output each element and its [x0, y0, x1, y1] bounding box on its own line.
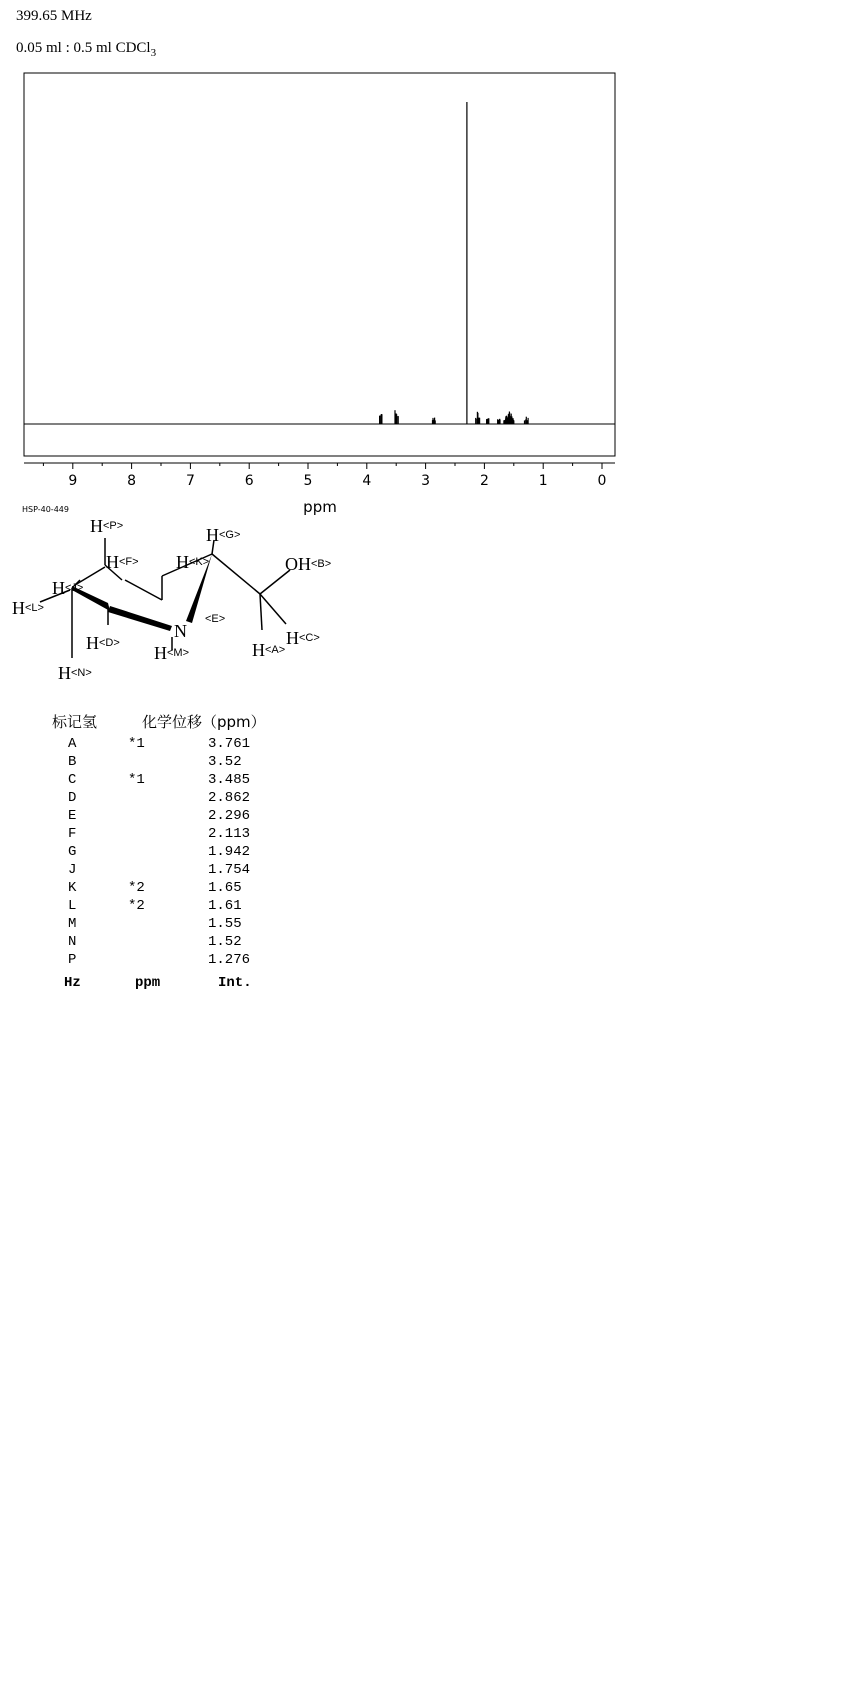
shift-ppm: 1.942	[208, 844, 251, 860]
header-hz: Hz	[64, 975, 81, 991]
shift-ppm: 3.485	[208, 772, 251, 788]
sample-subscript: 3	[150, 47, 157, 59]
axis-tick-label: 3	[421, 473, 431, 489]
spectrum-frame	[24, 73, 615, 456]
atom-h-m: H<M>	[154, 643, 190, 663]
shift-label: L	[68, 898, 77, 914]
atom-h-e: <E>	[205, 613, 226, 625]
shift-ppm: 1.754	[208, 862, 251, 878]
nmr-spectrum-figure	[0, 0, 850, 700]
shift-note: *2	[128, 898, 145, 914]
header-ppm: ppm	[135, 975, 161, 991]
shift-ppm: 1.55	[208, 916, 242, 932]
shift-label: C	[68, 772, 77, 788]
shift-label: N	[68, 934, 77, 950]
shift-table	[52, 711, 266, 732]
spectrum-peaks	[380, 102, 528, 424]
shift-header-ppm: 化学位移（ppm）	[142, 713, 266, 731]
shift-ppm: 1.52	[208, 934, 242, 950]
shift-label: J	[68, 862, 77, 878]
atom-n: N	[174, 621, 187, 641]
shift-label: B	[68, 754, 77, 770]
shift-label: K	[68, 880, 77, 896]
header-int: Int.	[218, 975, 252, 991]
atom-h-g: H<G>	[206, 525, 241, 545]
axis-tick-label: 9	[68, 473, 78, 489]
shift-ppm: 2.296	[208, 808, 251, 824]
shift-ppm: 3.761	[208, 736, 251, 752]
atom-h-l: H<L>	[12, 598, 44, 618]
spectrometer-frequency: 399.65 MHz	[16, 8, 92, 24]
atom-h-c: H<C>	[286, 628, 320, 648]
axis-tick-label: 8	[127, 473, 137, 489]
atom-h-a: H<A>	[252, 640, 286, 660]
atom-h-n: H<N>	[58, 663, 92, 683]
shift-ppm: 2.862	[208, 790, 251, 806]
shift-ppm: 3.52	[208, 754, 242, 770]
shift-label: A	[68, 736, 77, 752]
axis-tick-label: 1	[538, 473, 548, 489]
ppm-axis	[24, 463, 615, 489]
shift-label: D	[68, 790, 77, 806]
axis-tick-label: 5	[303, 473, 313, 489]
atom-oh-b: OH<B>	[285, 554, 332, 574]
shift-label: G	[68, 844, 77, 860]
atom-h-d: H<D>	[86, 633, 120, 653]
shift-ppm: 1.65	[208, 880, 242, 896]
shift-note: *2	[128, 880, 145, 896]
shift-note: *1	[128, 772, 145, 788]
shift-label: P	[68, 952, 77, 968]
bond	[260, 594, 286, 624]
axis-tick-label: 4	[362, 473, 372, 489]
atom-labels	[12, 516, 331, 683]
bond	[260, 594, 262, 630]
shift-header-label: 标记氢	[52, 713, 98, 731]
shift-label: M	[68, 916, 77, 932]
axis-tick-label: 2	[479, 473, 489, 489]
wedge-bond	[108, 606, 172, 631]
bond	[125, 580, 162, 600]
shift-note: *1	[128, 736, 145, 752]
axis-tick-label: 7	[185, 473, 195, 489]
x-axis-label: ppm	[303, 498, 337, 516]
atom-h-j: H<J>	[52, 578, 84, 598]
shift-ppm: 1.276	[208, 952, 251, 968]
axis-tick-label: 0	[597, 473, 607, 489]
shift-label: F	[68, 826, 77, 842]
atom-h-f: H<F>	[106, 552, 139, 572]
sample-prefix: 0.05 ml : 0.5 ml CDCl	[16, 40, 151, 56]
atom-h-k: H<K>	[176, 552, 210, 572]
axis-tick-label: 6	[244, 473, 254, 489]
atom-h-p: H<P>	[90, 516, 124, 536]
shift-ppm: 1.61	[208, 898, 242, 914]
bond	[212, 554, 260, 594]
structure-code: HSP-40-449	[22, 505, 69, 514]
shift-label: E	[68, 808, 77, 824]
shift-ppm: 2.113	[208, 826, 251, 842]
